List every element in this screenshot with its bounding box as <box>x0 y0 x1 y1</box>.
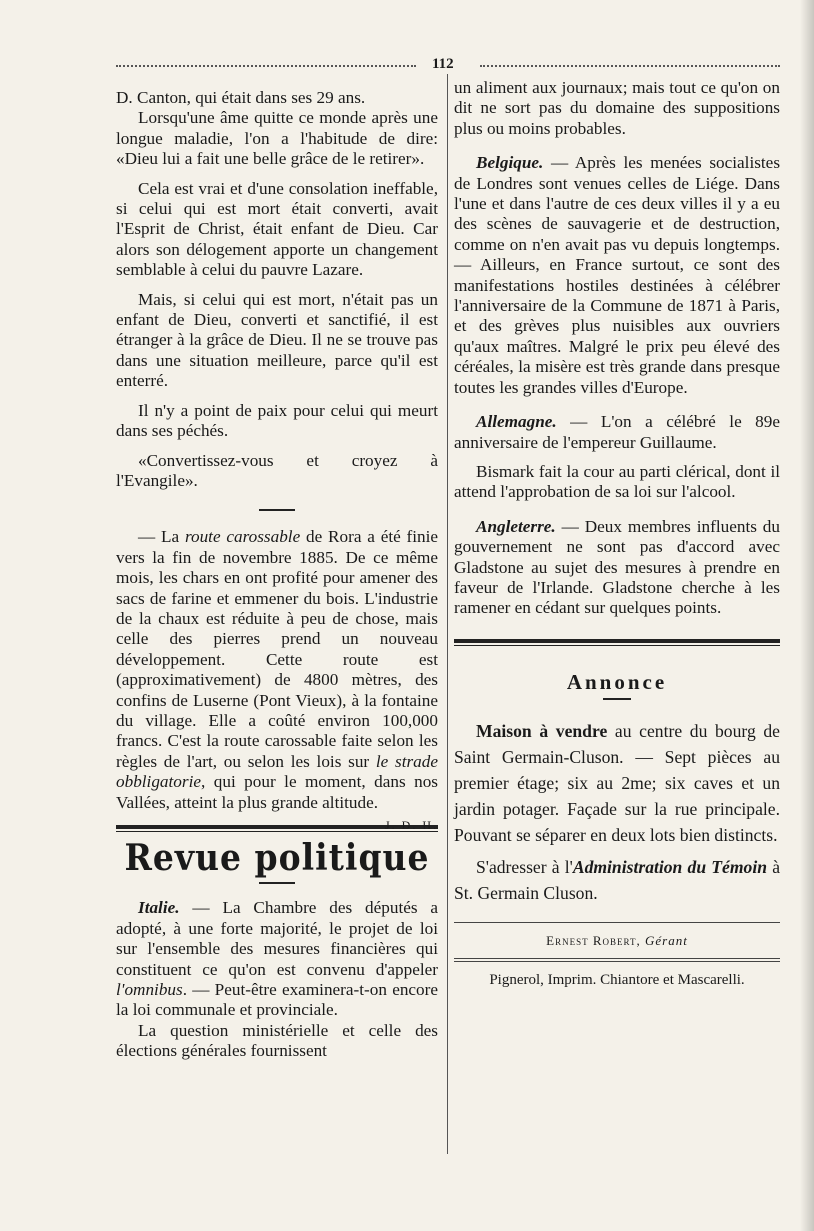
ad-contact: S'adresser à l'Administration du Témoin à St. Germain Cluson. <box>454 857 780 904</box>
paragraph: Mais, si celui qui est mort, n'était pas un enfant de Dieu, converti et sanctifié, il est étranger à la grâce de Dieu. Il ne se trouve pas dans une situation meilleure, parce qu'il est enterré. <box>116 289 438 391</box>
printer-imprint: Pignerol, Imprim. Chiantore et Mascarelli. <box>489 971 745 988</box>
paragraph: La question ministérielle et celle des élections générales fournissent <box>116 1020 438 1061</box>
column-divider <box>447 74 448 1154</box>
left-column <box>116 88 438 1062</box>
section-rule <box>454 639 780 646</box>
page-edge-shadow <box>800 0 814 1231</box>
footer-rule <box>454 958 780 962</box>
right-column <box>454 78 780 990</box>
section-title: Revue politique <box>124 835 430 879</box>
advertisement: Maison à vendre au centre du bourg de Saint Germain-Cluson. — Sept pièces au premier étage; six au 2me; six caves et un jardin potager. Façade sur la rue principale. Pouvant se séparer en deux lots bien distincts. <box>454 721 780 846</box>
header-ornament-left <box>116 65 416 69</box>
page-number: 112 <box>432 56 454 72</box>
title-underline <box>259 882 295 884</box>
title-underline <box>603 698 631 700</box>
italie-news: Italie. — La Chambre des députés a adopté, à une forte majorité, le projet de loi sur l'ensemble des mesures financières qui constituent ce qu'on est convenu d'appeler l'omnibus. — Peut-être examinera-t-on encore la loi communale et provinciale. <box>116 898 439 1020</box>
belgique-news: Belgique. — Après les menées socialistes de Londres sont venues celles de Liége. Dans l'une et dans l'autre de ces deux villes il y a eu des scènes de sauvagerie et de destruction, comme on n'en avait pas vu depuis longtemps. — Ailleurs, en France surtout, ce sont des manifestations hostiles destinées à célébrer l'anniversaire de la Commune de 1871 à Paris, et des grèves plus nuisibles aux ouvriers qu'aux maîtres. Malgré le prix peu élevé des céréales, la misère est très grande dans presque toutes les grandes villes d'Europe. <box>454 153 781 397</box>
paragraph: Lorsqu'une âme quitte ce monde après une longue maladie, l'on a l'habitude de dire: «Dieu lui a fait une belle grâce de le retirer». <box>116 108 438 169</box>
scripture-quote: «Convertissez-vous et croyez à l'Evangile». <box>116 450 438 490</box>
allemagne-news: Allemagne. — L'on a célébré le 89e anniversaire de l'empereur Guillaume. <box>454 412 780 452</box>
paragraph: un aliment aux journaux; mais tout ce qu'on on dit ne sort pas du domaine des suppositions plus ou moins probables. <box>454 78 780 138</box>
gerant-signoff: Ernest Robert, Gérant <box>546 933 688 949</box>
author-signature: J. D. H. <box>384 818 438 832</box>
annonce-title: Annonce <box>566 669 668 694</box>
paragraph: Bismark fait la cour au parti clérical, dont il attend l'approbation de sa loi sur l'alcool. <box>454 461 780 502</box>
section-divider <box>259 509 295 511</box>
paragraph: Il n'y a point de paix pour celui qui meurt dans ses péchés. <box>116 400 438 441</box>
page-header <box>116 56 780 76</box>
angleterre-news: Angleterre. — Deux membres influents du gouvernement ne sont pas d'accord avec Gladstone au sujet des mesures à prendre en faveur de l'Irlande. Gladstone cherche à les ramener en cédant sur quelques points. <box>454 516 780 618</box>
road-article: — La route carossable de Rora a été finie vers la fin de novembre 1885. De ce même mois, les chars en ont profité pour amener des sacs de farine et emmener du bois. L'industrie de la chaux est réduite à peu de chose, mais celle des pierres prend un nouveau développement. Cette route est (approximativement) de 4800 mètres, des confins de Luserne (Pont Vieux), à la fontaine du village. Elle a coûté environ 100,000 francs. C'est la route carossable faite selon les règles de l'art, ou selon les lois sur le strade obbligatorie, qui pour le moment, dans nos Vallées, atteint la plus grande altitude. J. D. H. <box>116 527 438 813</box>
header-ornament-right <box>480 65 780 69</box>
obituary-end: D. Canton, qui était dans ses 29 ans. <box>116 88 366 107</box>
paragraph: Cela est vrai et d'une consolation ineffable, si celui qui est mort était converti, avait l'Esprit de Christ, était enfant de Dieu. Car alors son délogement apporte un changement semblable à celui du pauvre Lazare. <box>116 178 438 280</box>
footer-rule <box>454 922 780 923</box>
